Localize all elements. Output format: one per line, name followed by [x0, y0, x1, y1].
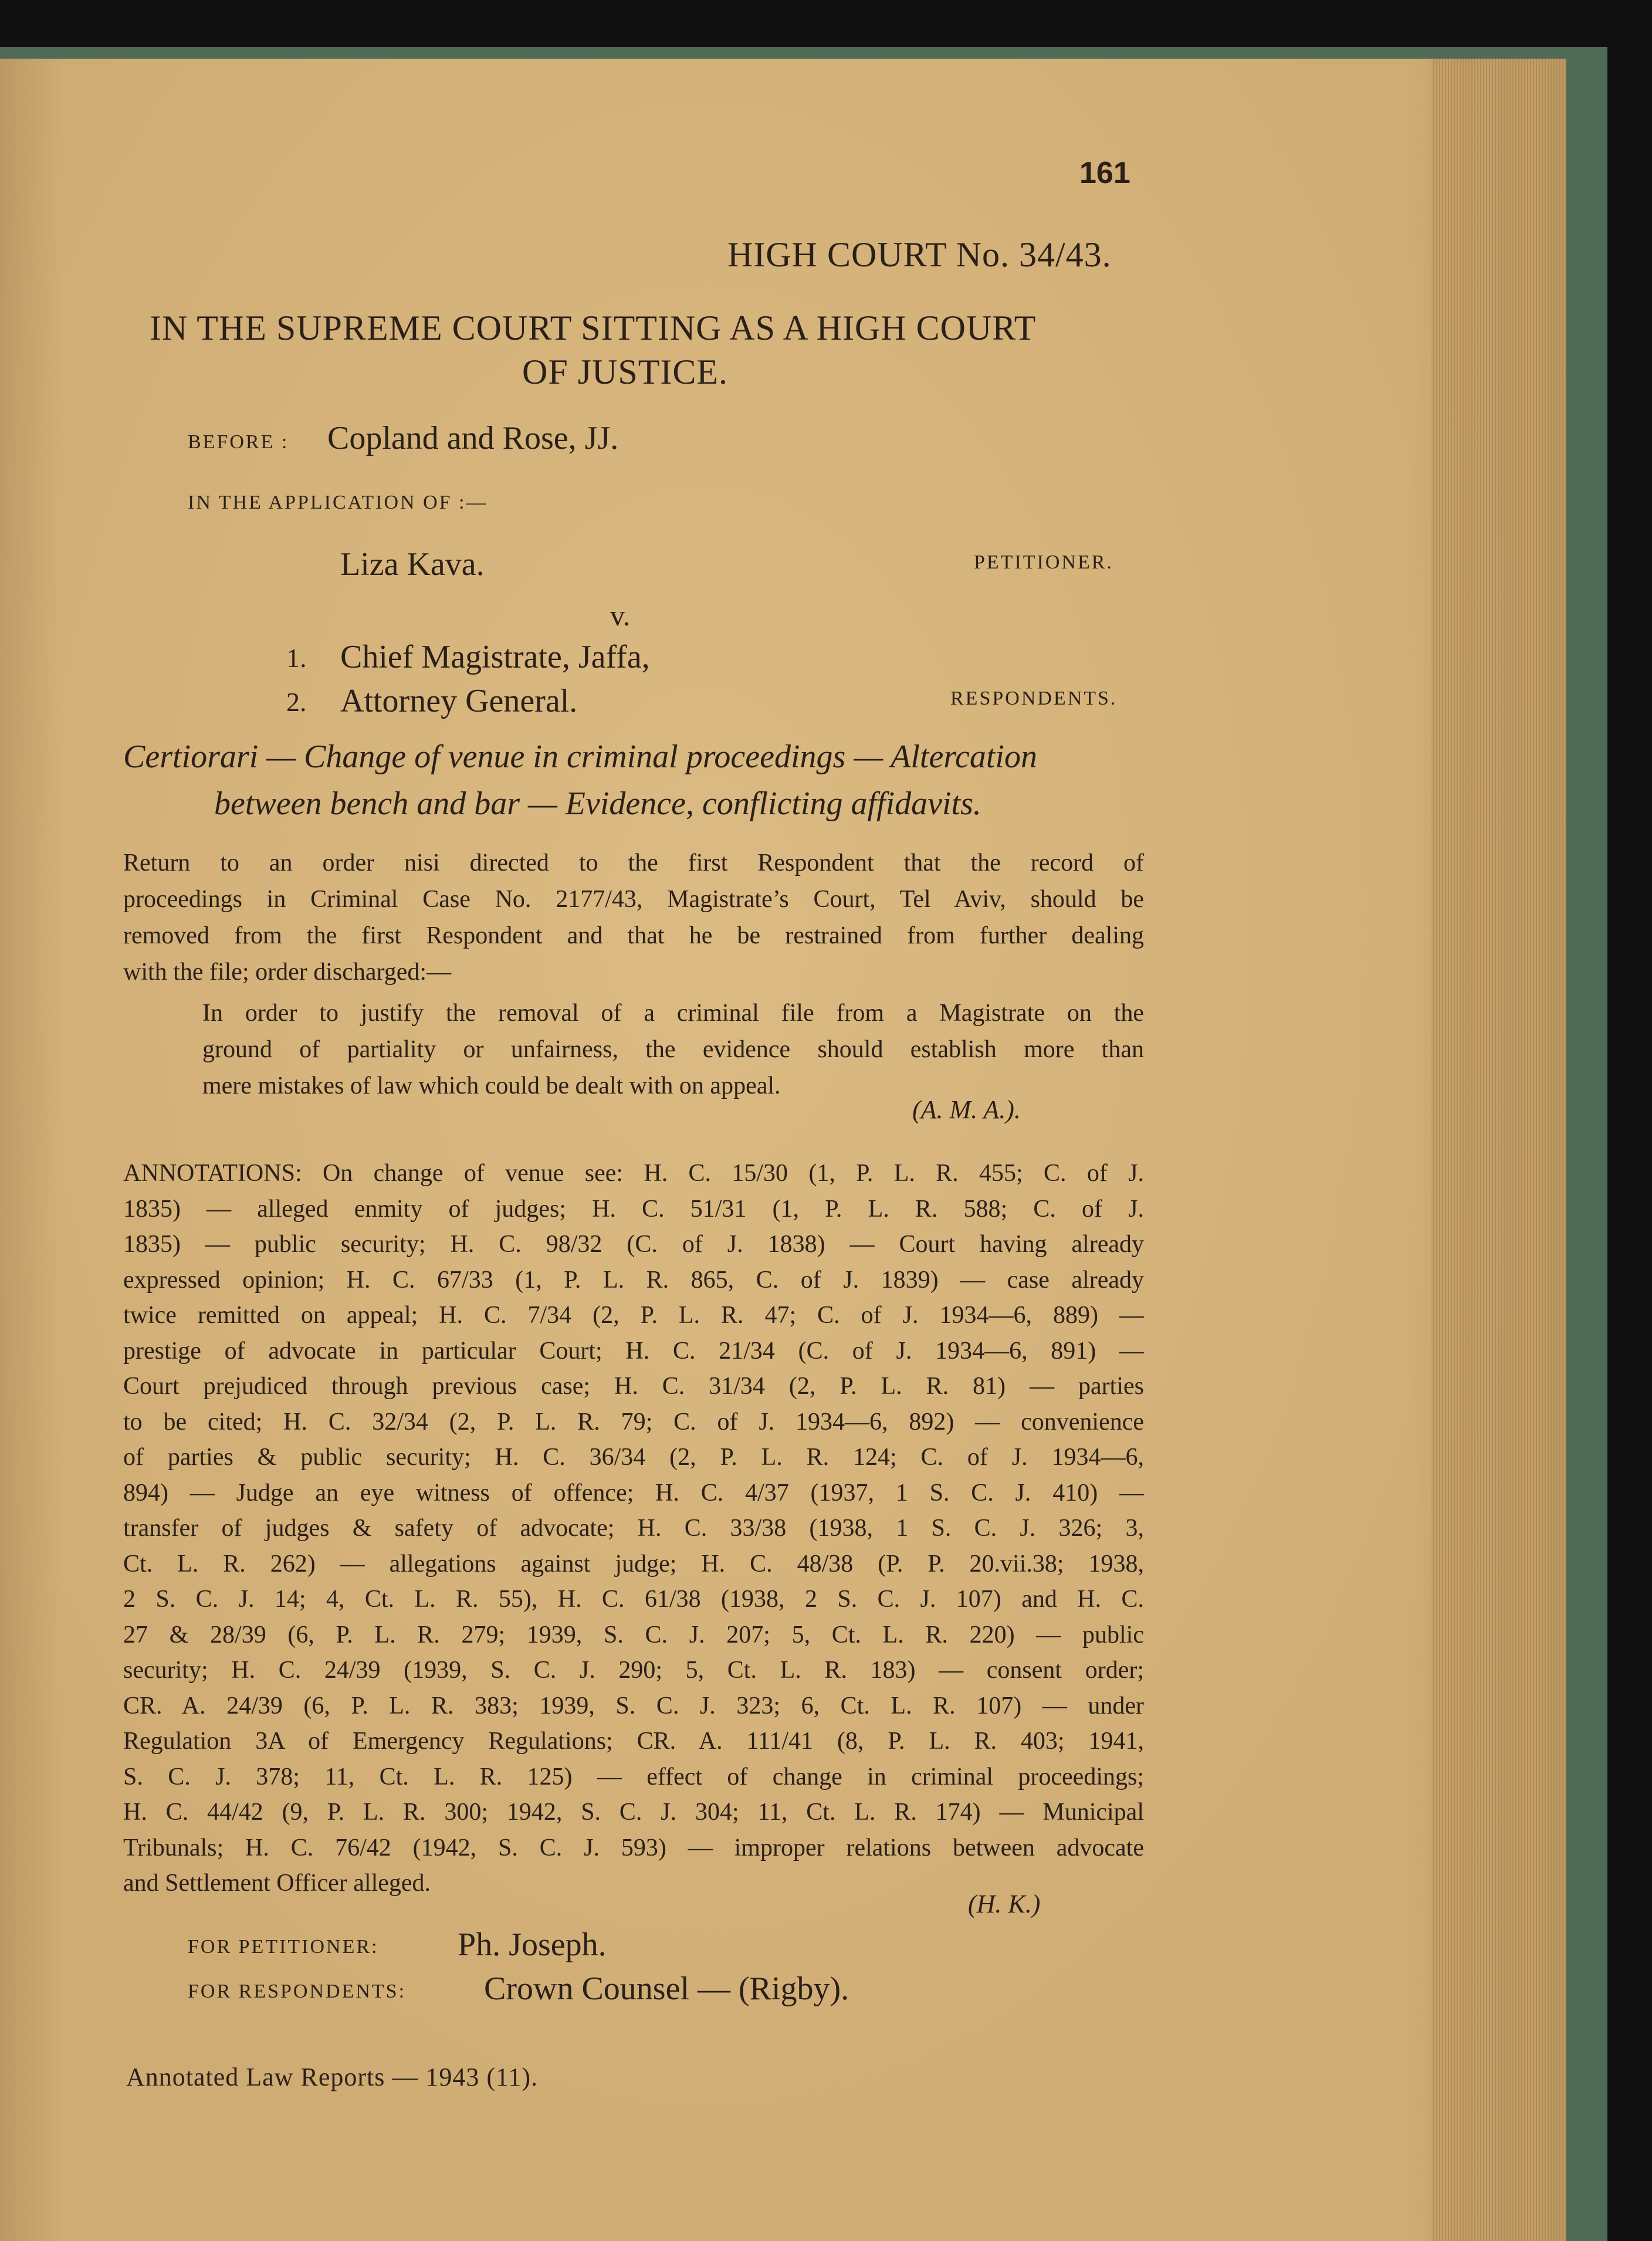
page-number: 161 [1079, 156, 1130, 190]
annotation-initials: (H. K.) [968, 1890, 1041, 1918]
respondent-name: Chief Magistrate, Jaffa, [340, 639, 650, 675]
annotation-line: Court prejudiced through previous case; H. C. 31/34 (2, P. L. R. 81) — parties [123, 1373, 1144, 1400]
petitioner-counsel-label: FOR PETITIONER: [188, 1936, 379, 1958]
annotation-line: twice remitted on appeal; H. C. 7/34 (2, P. L. R. 47; C. of J. 1934—6, 889) — [123, 1302, 1144, 1329]
summary-line: with the file; order discharged:— [123, 959, 452, 986]
annotation-line: 894) — Judge an eye witness of offence; H. C. 4/37 (1937, 1 S. C. J. 410) — [123, 1479, 1144, 1507]
respondents-role: RESPONDENTS. [950, 688, 1118, 709]
annotation-line: 27 & 28/39 (6, P. L. R. 279; 1939, S. C. J. 207; 5, Ct. L. R. 220) — public [123, 1621, 1144, 1648]
respondent-name: Attorney General. [340, 683, 578, 719]
court-title-line-1: IN THE SUPREME COURT SITTING AS A HIGH COURT [150, 309, 1037, 347]
summary-line: proceedings in Criminal Case No. 2177/43, Magistrate’s Court, Tel Aviv, should be [123, 886, 1144, 913]
annotation-line: 2 S. C. J. 14; 4, Ct. L. R. 55), H. C. 61/38 (1938, 2 S. C. J. 107) and H. C. [123, 1586, 1144, 1613]
holding-initials: (A. M. A.). [912, 1095, 1021, 1124]
respondents-counsel-label: FOR RESPONDENTS: [188, 1981, 407, 2002]
page-stack-edges [1431, 59, 1566, 2241]
annotation-line: to be cited; H. C. 32/34 (2, P. L. R. 79; C. of J. 1934—6, 892) — convenience [123, 1408, 1144, 1436]
case-summary [123, 845, 1144, 990]
headnote-line: Certiorari — Change of venue in criminal proceedings — Altercation [123, 739, 1037, 775]
holding-line: mere mistakes of law which could be dealt with on appeal. [202, 1072, 781, 1099]
summary-line: removed from the first Respondent and that he be restrained from further dealing [123, 922, 1144, 949]
versus: v. [610, 599, 631, 632]
headnote-line: between bench and bar — Evidence, conflicting affidavits. [214, 786, 981, 822]
annotation-line: prestige of advocate in particular Court; H. C. 21/34 (C. of J. 1934—6, 891) — [123, 1337, 1144, 1365]
annotations [123, 1156, 1144, 1901]
respondents-counsel: Crown Counsel — (Rigby). [484, 1971, 849, 2007]
summary-line: Return to an order nisi directed to the first Respondent that the record of [123, 849, 1144, 876]
petitioner-name: Liza Kava. [340, 546, 485, 583]
court-title-line-2: OF JUSTICE. [522, 353, 729, 391]
annotation-line: Regulation 3A of Emergency Regulations; CR. A. 111/41 (8, P. L. R. 403; 1941, [123, 1728, 1144, 1755]
annotation-line: expressed opinion; H. C. 67/33 (1, P. L. R. 865, C. of J. 1839) — case already [123, 1266, 1144, 1294]
petitioner-counsel: Ph. Joseph. [458, 1927, 607, 1963]
annotation-line: security; H. C. 24/39 (1939, S. C. J. 290; 5, Ct. L. R. 183) — consent order; [123, 1657, 1144, 1684]
annotation-line: of parties & public security; H. C. 36/34 (2, P. L. R. 124; C. of J. 1934—6, [123, 1444, 1144, 1471]
holding [202, 995, 1144, 1104]
judges-names: Copland and Rose, JJ. [327, 420, 619, 456]
page-paper [0, 59, 1566, 2241]
respondent-number: 1. [286, 643, 307, 673]
annotation-line: CR. A. 24/39 (6, P. L. R. 383; 1939, S. C. J. 323; 6, Ct. L. R. 107) — under [123, 1692, 1144, 1719]
holding-line: In order to justify the removal of a criminal file from a Magistrate on the [202, 1000, 1144, 1027]
annotation-line: 1835) — public security; H. C. 98/32 (C. of J. 1838) — Court having already [123, 1231, 1144, 1258]
annotation-line: and Settlement Officer alleged. [123, 1870, 431, 1897]
before-label: BEFORE : [188, 431, 289, 453]
annotation-line: Tribunals; H. C. 76/42 (1942, S. C. J. 593) — improper relations between advocate [123, 1834, 1144, 1861]
annotation-line: ANNOTATIONS: On change of venue see: H. C. 15/30 (1, P. L. R. 455; C. of J. [123, 1160, 1144, 1187]
case-number: HIGH COURT No. 34/43. [727, 235, 1112, 274]
annotation-line: transfer of judges & safety of advocate; H. C. 33/38 (1938, 1 S. C. J. 326; 3, [123, 1515, 1144, 1542]
petitioner-role: PETITIONER. [974, 551, 1113, 573]
application-label: IN THE APPLICATION OF :— [188, 492, 488, 513]
annotation-line: 1835) — alleged enmity of judges; H. C. 51/31 (1, P. L. R. 588; C. of J. [123, 1195, 1144, 1223]
annotation-line: H. C. 44/42 (9, P. L. R. 300; 1942, S. C. J. 304; 11, Ct. L. R. 174) — Municipal [123, 1799, 1144, 1826]
page-footer: Annotated Law Reports — 1943 (11). [126, 2063, 539, 2091]
annotation-line: S. C. J. 378; 11, Ct. L. R. 125) — effect of change in criminal proceedings; [123, 1763, 1144, 1790]
holding-line: ground of partiality or unfairness, the evidence should establish more than [202, 1036, 1144, 1063]
annotation-line: Ct. L. R. 262) — allegations against judge; H. C. 48/38 (P. P. 20.vii.38; 1938, [123, 1550, 1144, 1577]
respondent-number: 2. [286, 687, 307, 717]
